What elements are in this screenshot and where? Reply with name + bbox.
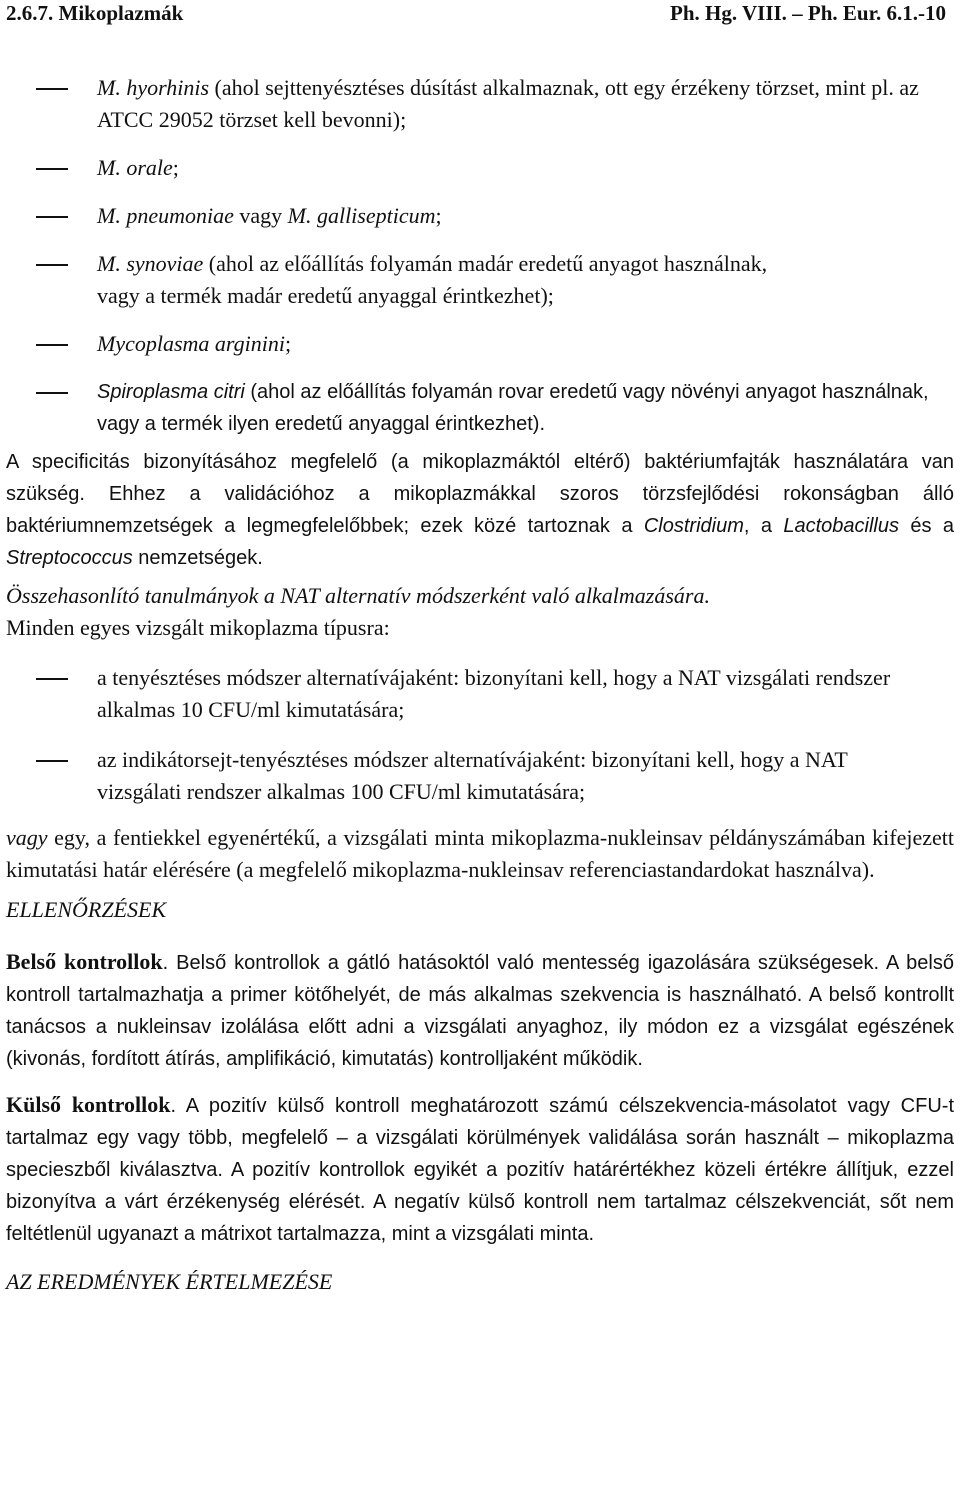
external-controls-label: Külső kontrollok (6, 1092, 171, 1117)
internal-controls-text: . Belső kontrollok a gátló hatásoktól való mentesség igazolására szükségesek. A belső kontroll tartalmazhatja a primer kötőhelyét, de más alkalmas szekvencia is használható. A belső kontrollt tanácsos a nukleinsav izolálása előtt adni a vizsgálati anyaghoz, ily módon ez a vizsgálat egészének (kivonás, fordított átírás, amplifikáció, kimutatás) kontrolljaként működik. (6, 952, 954, 1070)
list-item (6, 152, 954, 184)
organism-note: (ahol sejttenyésztéses dúsítást alkalmaznak, ott egy érzékeny törzset, mint pl. az ATCC 29052 törzset kell bevonni); (97, 75, 919, 132)
list-item (6, 248, 954, 312)
specificity-text: nemzetségek. (132, 547, 263, 569)
list-item (6, 662, 954, 726)
comparison-list (6, 662, 954, 808)
section-title: 2.6.7. Mikoplazmák (6, 1, 184, 25)
organism-name: M. orale (97, 155, 173, 180)
organism-note: ; (285, 331, 292, 356)
separator-text: és a (898, 515, 954, 537)
vagy-word: vagy (6, 825, 48, 850)
organism-name: M. pneumoniae (97, 203, 234, 228)
list-item (6, 376, 954, 440)
specificity-paragraph (6, 446, 954, 574)
organism-name: Spiroplasma citri (97, 381, 245, 403)
equivalence-paragraph (6, 822, 954, 886)
organism-note: ; (172, 155, 179, 180)
comparison-intro: Minden egyes vizsgált mikoplazma típusra: (6, 615, 390, 640)
controls-heading: ELLENŐRZÉSEK (6, 897, 167, 922)
pharmacopoeia-reference: Ph. Hg. VIII. – Ph. Eur. 6.1.-10 (670, 1, 946, 25)
internal-controls-paragraph (6, 946, 954, 1075)
separator-text: , a (743, 515, 784, 537)
comparison-item: az indikátorsejt-tenyésztéses módszer alternatívájaként: bizonyítani kell, hogy a NAT vizsgálati rendszer alkalmas 100 CFU/ml kimutatására; (97, 747, 848, 804)
organism-name: M. hyorhinis (97, 75, 210, 100)
external-controls-text: . A pozitív külső kontroll meghatározott számú célszekvencia-másolatot vagy CFU-t tartalmaz egy vagy több, megfelelő – a vizsgálati körülmények validálása során használt – mikoplazma specieszből kiválasztva. A pozitív kontrollok egyikét a pozitív határértékhez közeli értékre állítjuk, ezzel bizonyítva a várt érzékenység elérését. A negatív külső kontroll nem tartalmaz célszekvenciát, sőt nem feltétlenül ugyanazt a mátrixot tartalmazza, mint a vizsgálati minta. (6, 1095, 954, 1245)
organism-list (6, 72, 954, 440)
organism-note: vagy (233, 203, 288, 228)
organism-name: M. gallisepticum (287, 203, 436, 228)
organism-name: Mycoplasma arginini (97, 331, 285, 356)
page-header (6, 0, 954, 40)
list-item (6, 328, 954, 360)
external-controls-paragraph (6, 1089, 954, 1250)
organism-note: ; (435, 203, 442, 228)
genus-name: Clostridium (643, 515, 744, 537)
list-item (6, 744, 954, 808)
comparison-heading: Összehasonlító tanulmányok a NAT alternatív módszerként való alkalmazására. (6, 583, 710, 608)
genus-name: Streptococcus (6, 547, 133, 569)
organism-name: M. synoviae (97, 251, 204, 276)
internal-controls-label: Belső kontrollok (6, 949, 163, 974)
list-item (6, 200, 954, 232)
specificity-text: A specificitás bizonyításához megfelelő (a mikoplazmáktól eltérő) baktériumfajták használatára van szükség. Ehhez a validációhoz a mikoplazmákkal szoros törzsfejlődési rokonságban álló baktériumnemzetségek a legmegfelelőbbek; ezek közé tartoznak a (6, 451, 954, 537)
results-heading: AZ EREDMÉNYEK ÉRTELMEZÉSE (6, 1269, 333, 1294)
genus-name: Lactobacillus (783, 515, 899, 537)
comparison-item: a tenyésztéses módszer alternatívájaként: bizonyítani kell, hogy a NAT vizsgálati rendszer alkalmas 10 CFU/ml kimutatására; (97, 665, 891, 722)
organism-note: (ahol az előállítás folyamán rovar eredetű vagy növényi anyagot használnak, vagy a termék ilyen eredetű anyaggal érintkezhet). (97, 381, 929, 435)
list-item (6, 72, 954, 136)
equivalence-text: egy, a fentiekkel egyenértékű, a vizsgálati minta mikoplazma-nukleinsav példányszámában kifejezett kimutatási határ elérésére (a megfelelő mikoplazma-nukleinsav referenciastandardokat használva). (6, 825, 954, 882)
organism-note: (ahol az előállítás folyamán madár eredetű anyagot használnak, vagy a termék madár eredetű anyaggal érintkezhet); (97, 251, 768, 308)
